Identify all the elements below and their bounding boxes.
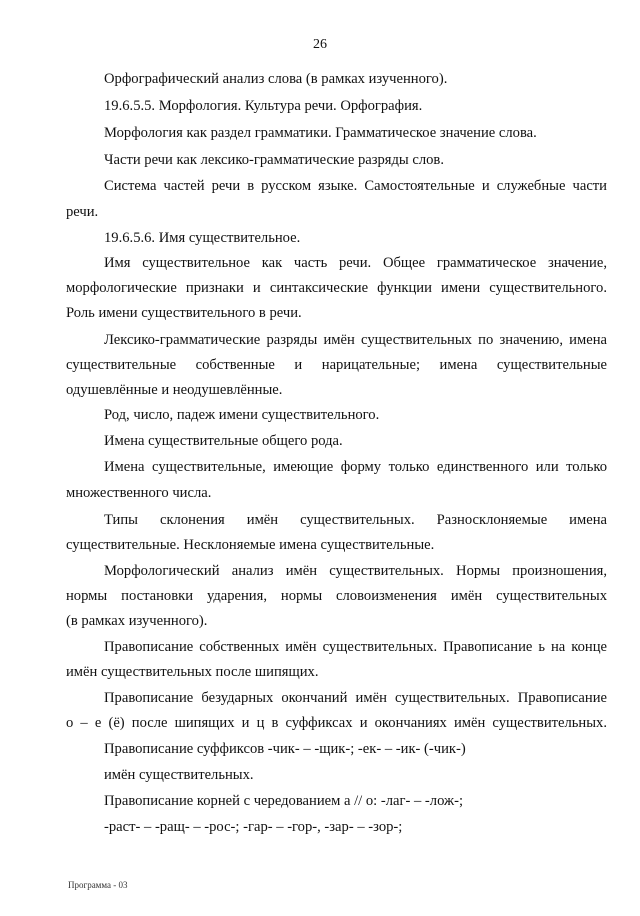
text-line: Морфология как раздел грамматики. Грамматическое значение слова. — [104, 125, 537, 141]
text-line: речи. — [66, 204, 99, 220]
text-line: о – е (ё) после шипящих и ц в суффиксах и окончаниях имён существительных. — [66, 715, 607, 731]
text-line: Части речи как лексико-грамматические разряды слов. — [104, 152, 444, 168]
text-line: имён существительных. — [104, 767, 254, 783]
text-line: (в рамках изученного). — [66, 613, 208, 629]
text-line: нормы постановки ударения, нормы словоизменения имён существительных — [66, 588, 607, 604]
text-line: существительные собственные и нарицательные; имена существительные — [66, 357, 607, 373]
page-number: 26 — [313, 37, 327, 52]
text-line: Система частей речи в русском языке. Самостоятельные и служебные части — [104, 178, 607, 194]
text-line: Лексико-грамматические разряды имён существительных по значению, имена — [104, 332, 607, 348]
text-line: Имена существительные, имеющие форму только единственного или только — [104, 459, 607, 475]
text-line: морфологические признаки и синтаксические функции имени существительного. — [66, 280, 607, 296]
text-line: имён существительных после шипящих. — [66, 664, 319, 680]
text-line: Правописание суффиксов -чик- – -щик-; -ек- – -ик- (-чик-) — [104, 741, 466, 757]
section-heading: 19.6.5.5. Морфология. Культура речи. Орфография. — [104, 98, 423, 114]
text-line: Морфологический анализ имён существительных. Нормы произношения, — [104, 563, 607, 579]
text-line: -раст- – -ращ- – -рос-; -гар- – -гор-, -зар- – -зор-; — [104, 819, 403, 835]
text-line: Правописание безударных окончаний имён существительных. Правописание — [104, 690, 607, 706]
text-line: Род, число, падеж имени существительного. — [104, 407, 380, 423]
text-line: Правописание собственных имён существительных. Правописание ь на конце — [104, 639, 607, 655]
text-line: множественного числа. — [66, 485, 212, 501]
text-line: одушевлённые и неодушевлённые. — [66, 382, 283, 398]
text-line: Имена существительные общего рода. — [104, 433, 343, 449]
text-line: Орфографический анализ слова (в рамках изученного). — [104, 71, 448, 87]
text-line: Роль имени существительного в речи. — [66, 305, 302, 321]
text-line: Правописание корней с чередованием а // о: -лаг- – -лож-; — [104, 793, 464, 809]
text-line: существительные. Несклоняемые имена существительные. — [66, 537, 435, 553]
text-line: Имя существительное как часть речи. Общее грамматическое значение, — [104, 255, 607, 271]
section-heading: 19.6.5.6. Имя существительное. — [104, 230, 301, 246]
page-footer: Программа - 03 — [68, 880, 128, 890]
text-line: Типы склонения имён существительных. Разносклоняемые имена — [104, 512, 607, 528]
